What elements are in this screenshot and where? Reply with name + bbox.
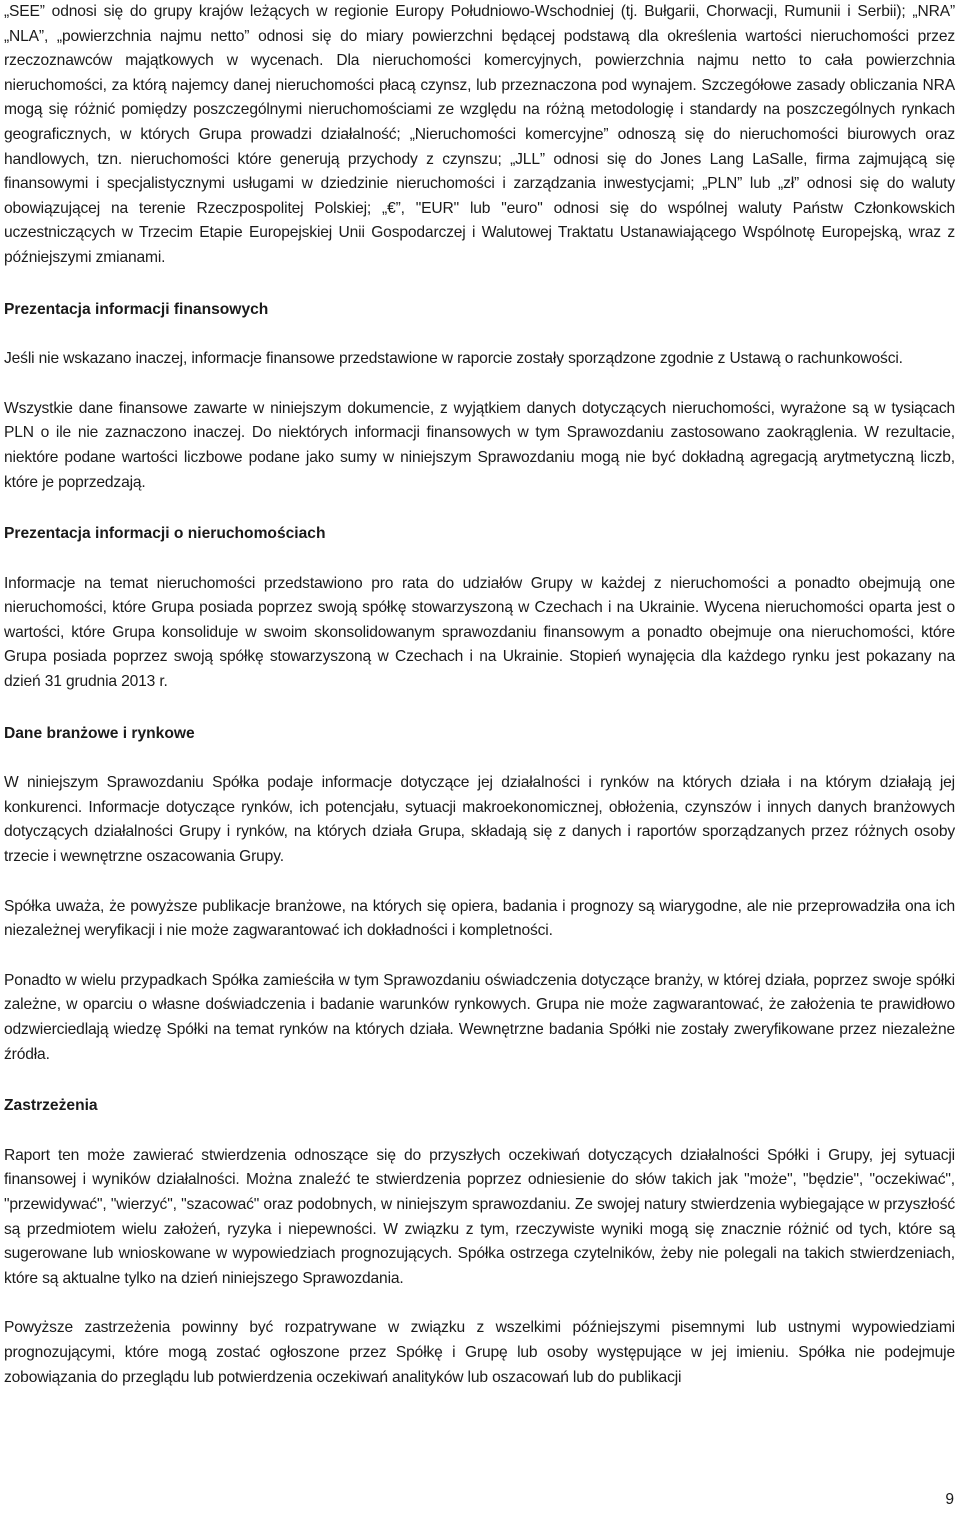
paragraph: Informacje na temat nieruchomości przedstawiono pro rata do udziałów Grupy w każdej z nieruchomości a ponadto obejmują one nieruchomości, które Grupa posiada poprzez swoją spółkę stowarzyszoną w Czechach i na Ukrainie. Wycena nieruchomości oparta jest o wartości, które Grupa konsoliduje w swoim skonsolidowanym sprawozdaniu finansowym a ponadto obejmuje ona nieruchomości, które Grupa posiada poprzez swoją spółkę stowarzyszoną w Czechach i na Ukrainie. Stopień wynajęcia dla każdego rynku jest pokazany na dzień 31 grudnia 2013 r. [4, 574, 955, 691]
paragraph: Jeśli nie wskazano inaczej, informacje finansowe przedstawione w raporcie zostały sporządzone zgodnie z Ustawą o rachunkowości. [4, 350, 903, 368]
document-page [4, 0, 955, 1390]
paragraph: Wszystkie dane finansowe zawarte w niniejszym dokumencie, z wyjątkiem danych dotyczących nieruchomości, wyrażone są w tysiącach PLN o ile nie zaznaczono inaczej. Do niektórych informacji finansowych w tym Sprawozdaniu zastosowano zaokrąglenia. W rezultacie, niektóre podane wartości liczbowe podane jako sumy w niniejszym Sprawozdaniu mogą nie być dokładną agregacją arytmetyczną liczb, które je poprzedzają. [4, 399, 955, 491]
section-heading-market-data: Dane branżowe i rynkowe [4, 724, 195, 742]
paragraph: Raport ten może zawierać stwierdzenia odnoszące się do przyszłych oczekiwań dotyczących działalności Spółki i Grupy, jej sytuacji finansowej i wyników działalności. Można znaleźć te stwierdzenia poprzez odniesienie do słów takich jak "może", "będzie", "oczekiwać", "przewidywać", "wierzyć", "szacować" oraz podobnych, w niniejszym sprawozdaniu. Ze swojej natury stwierdzenia wybiegające w przyszłość są przedmiotem wielu założeń, ryzyka i niepewności. W związku z tym, rzeczywiste wyniki mogą się znacznie różnić od tych, które są sugerowane lub wnioskowane w wypowiedziach prognozujących. Spółka ostrzega czytelników, żeby nie polegali na takich stwierdzeniach, które są aktualne tylko na dzień niniejszego Sprawozdania. [4, 1146, 955, 1287]
paragraph: Spółka uważa, że powyższe publikacje branżowe, na których się opiera, badania i prognozy są wiarygodne, ale nie przeprowadziła ona ich niezależnej weryfikacji i nie może zagwarantować ich dokładności i kompletności. [4, 897, 955, 940]
paragraph: W niniejszym Sprawozdaniu Spółka podaje informacje dotyczące jej działalności i rynków na których działa i na którym działają jej konkurenci. Informacje dotyczące rynków, ich potencjału, sytuacji makroekonomicznej, obłożenia, czynszów i innych danych branżowych dotyczących działalności Grupy i rynków, na których działa Grupa, składają się z danych i raportów sporządzanych przez różnych osoby trzecie i wewnętrzne oszacowania Grupy. [4, 774, 955, 866]
section-heading-disclaimers: Zastrzeżenia [4, 1097, 98, 1115]
section-heading-financial-info: Prezentacja informacji finansowych [4, 300, 269, 318]
page-number: 9 [945, 1491, 954, 1508]
intro-paragraph: „SEE” odnosi się do grupy krajów leżących w regionie Europy Południowo-Wschodniej (tj. Bułgarii, Chorwacji, Rumunii i Serbii); „NRA” „NLA”, „powierzchnia najmu netto” odnosi się do miary powierzchni będącej podstawą dla określenia wartości nieruchomości przez rzeczoznawców majątkowych w wycenach. Dla nieruchomości komercyjnych, powierzchnia najmu netto to cała powierzchnia nieruchomości, za którą najemcy danej nieruchomości płacą czynsz, lub przeznaczona pod wynajem. Szczegółowe zasady obliczania NRA mogą się różnić pomiędzy poszczególnymi nieruchomościami ze względu na różną metodologię i standardy na poszczególnych rynkach geograficznych, w których Grupa prowadzi działalność; „Nieruchomości komercyjne” odnoszą się do nieruchomości biurowych oraz handlowych, tzn. nieruchomości które generują przychody z czynszu; „JLL” odnosi się do Jones Lang LaSalle, firma zajmującą się finansowymi i specjalistycznymi usługami w dziedzinie nieruchomości i zarządzania inwestycjami; „PLN” lub „zł” odnosi się do waluty obowiązującej na terenie Rzeczpospolitej Polskiej; „€”, "EUR" lub "euro" odnosi się do wspólnej waluty Państw Członkowskich uczestniczących w Trzecim Etapie Europejskiej Unii Gospodarczej i Walutowej Traktatu Ustanawiającego Wspólnotę Europejską, wraz z późniejszymi zmianami. [4, 3, 955, 266]
paragraph: Ponadto w wielu przypadkach Spółka zamieściła w tym Sprawozdaniu oświadczenia dotyczące branży, w której działa, poprzez swoje spółki zależne, w oparciu o własne doświadczenia i badanie warunków rynkowych. Grupa nie może zagwarantować, że założenia te prawidłowo odzwierciedlają wiedzę Spółki na temat rynków na których działa. Wewnętrzne badania Spółki nie zostały zweryfikowane przez niezależne źródła. [4, 971, 955, 1063]
section-heading-property-info: Prezentacja informacji o nieruchomościach [4, 525, 326, 543]
paragraph: Powyższe zastrzeżenia powinny być rozpatrywane w związku z wszelkimi późniejszymi pisemnymi lub ustnymi wypowiedziami prognozującymi, które mogą zostać ogłoszone przez Spółkę i Grupę lub osoby występujące w jej imieniu. Spółka nie podejmuje zobowiązania do przeglądu lub potwierdzenia oczekiwań analityków lub oszacowań lub do publikacji [4, 1319, 955, 1386]
